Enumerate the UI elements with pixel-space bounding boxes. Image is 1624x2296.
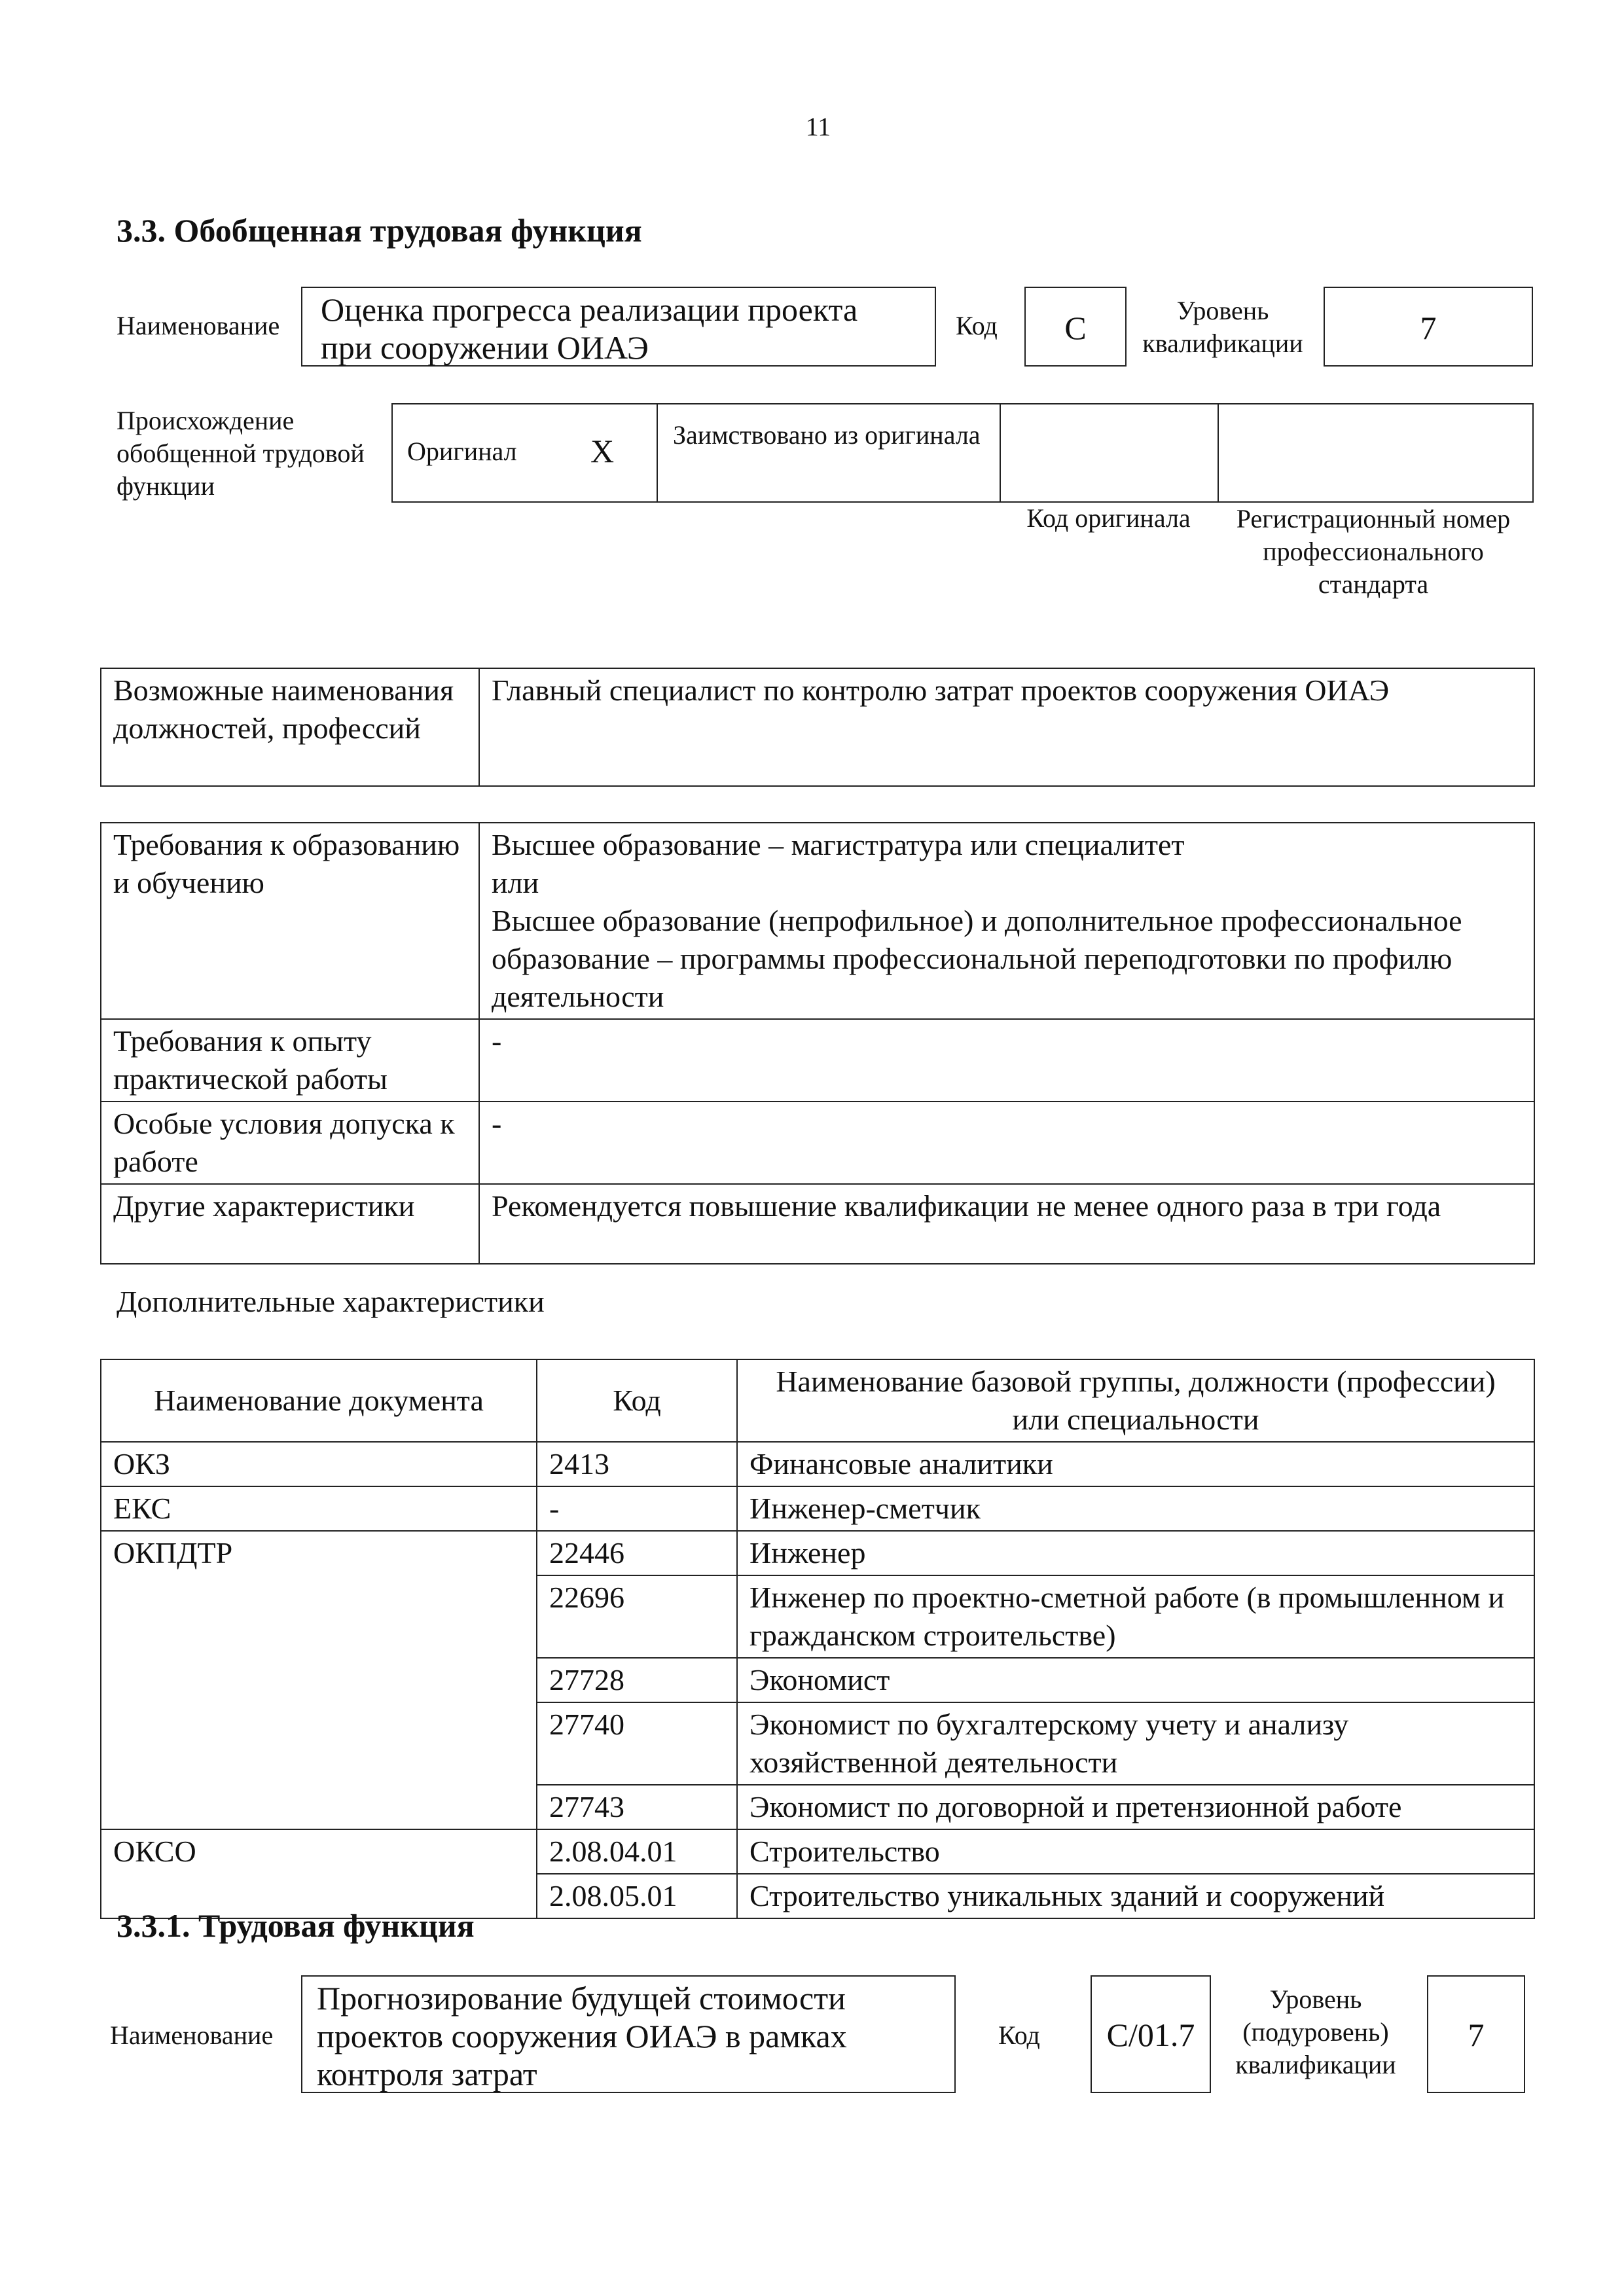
name-cell: Строительство уникальных зданий и сооружений (737, 1874, 1534, 1918)
origin-divider (657, 403, 658, 503)
name-cell: Финансовые аналитики (737, 1442, 1534, 1486)
origin-box (391, 403, 1534, 503)
table-row (101, 1019, 1534, 1102)
header-name: Наименование базовой группы, должности (профессии) или специальности (737, 1359, 1534, 1442)
table-row (101, 1102, 1534, 1184)
table-row (101, 823, 1534, 1019)
requirements-table (100, 822, 1535, 1265)
code-cell: 2.08.04.01 (537, 1829, 737, 1874)
subsection-code-label: Код (998, 2020, 1040, 2050)
table-row (101, 1829, 1534, 1874)
table-row (101, 1184, 1534, 1264)
req-education-value: Высшее образование – магистратура или специалитет или Высшее образование (непрофильное) и дополнительное профессиональное образование – программы профессиональной переподготовки по профилю деятельности (479, 823, 1534, 1019)
code-cell: 22696 (537, 1575, 737, 1658)
name-cell: Экономист по бухгалтерскому учету и анализу хозяйственной деятельности (737, 1702, 1534, 1785)
origin-original-mark: X (590, 433, 615, 469)
table-row (101, 1442, 1534, 1486)
section-level-label: Уровень квалификации (1142, 296, 1303, 358)
doc-cell: ОКЗ (101, 1442, 537, 1486)
req-admission-value: - (479, 1102, 1534, 1184)
req-admission-label: Особые условия допуска к работе (101, 1102, 479, 1184)
table-row (101, 1486, 1534, 1531)
positions-label: Возможные наименования должностей, профессий (101, 668, 479, 786)
code-cell: 27743 (537, 1785, 737, 1829)
origin-original-label: Оригинал (407, 437, 517, 466)
additional-title: Дополнительные характеристики (117, 1285, 545, 1318)
origin-label: Происхождение обобщенной трудовой функции (117, 406, 365, 501)
code-cell: 2.08.05.01 (537, 1874, 737, 1918)
name-cell: Экономист (737, 1658, 1534, 1702)
name-cell: Инженер по проектно-сметной работе (в промышленном и гражданском строительстве) (737, 1575, 1534, 1658)
reg-number-caption: Регистрационный номер профессионального стандарта (1236, 504, 1511, 599)
subsection-level-label: Уровень (подуровень) квалификации (1235, 1984, 1396, 2079)
doc-cell: ЕКС (101, 1486, 537, 1531)
additional-table (100, 1359, 1535, 1919)
section-code-label: Код (956, 311, 998, 340)
subsection-title: 3.3.1. Трудовая функция (117, 1907, 475, 1944)
req-other-value: Рекомендуется повышение квалификации не менее одного раза в три года (479, 1184, 1534, 1264)
subsection-level-value: 7 (1427, 1975, 1525, 2093)
table-row (101, 668, 1534, 786)
origin-borrowed-label: Заимствовано из оригинала (673, 420, 981, 450)
name-cell: Экономист по договорной и претензионной работе (737, 1785, 1534, 1829)
code-cell: - (537, 1486, 737, 1531)
subsection-name-value: Прогнозирование будущей стоимости проектов сооружения ОИАЭ в рамках контроля затрат (301, 1975, 956, 2093)
code-cell: 22446 (537, 1531, 737, 1575)
req-experience-label: Требования к опыту практической работы (101, 1019, 479, 1102)
req-experience-value: - (479, 1019, 1534, 1102)
table-row (101, 1359, 1534, 1442)
section-name-label: Наименование (117, 311, 280, 340)
name-cell: Инженер (737, 1531, 1534, 1575)
origin-divider (1000, 403, 1001, 503)
subsection-code-value: C/01.7 (1091, 1975, 1211, 2093)
section-level-value: 7 (1324, 287, 1533, 367)
header-code: Код (537, 1359, 737, 1442)
section-code-value: C (1024, 287, 1127, 367)
origin-divider (1218, 403, 1219, 503)
code-original-caption: Код оригинала (1026, 503, 1191, 533)
code-cell: 27740 (537, 1702, 737, 1785)
name-cell: Инженер-сметчик (737, 1486, 1534, 1531)
positions-table (100, 668, 1535, 787)
header-document: Наименование документа (101, 1359, 537, 1442)
positions-value: Главный специалист по контролю затрат проектов сооружения ОИАЭ (479, 668, 1534, 786)
req-education-label: Требования к образованию и обучению (101, 823, 479, 1019)
doc-cell: ОКСО (101, 1829, 537, 1918)
code-cell: 27728 (537, 1658, 737, 1702)
page-number: 11 (805, 112, 831, 141)
section-name-value: Оценка прогресса реализации проекта при сооружении ОИАЭ (301, 287, 936, 367)
code-cell: 2413 (537, 1442, 737, 1486)
doc-cell: ОКПДТР (101, 1531, 537, 1829)
section-title: 3.3. Обобщенная трудовая функция (117, 212, 642, 249)
subsection-name-label: Наименование (110, 2020, 274, 2050)
req-other-label: Другие характеристики (101, 1184, 479, 1264)
table-row (101, 1531, 1534, 1575)
name-cell: Строительство (737, 1829, 1534, 1874)
